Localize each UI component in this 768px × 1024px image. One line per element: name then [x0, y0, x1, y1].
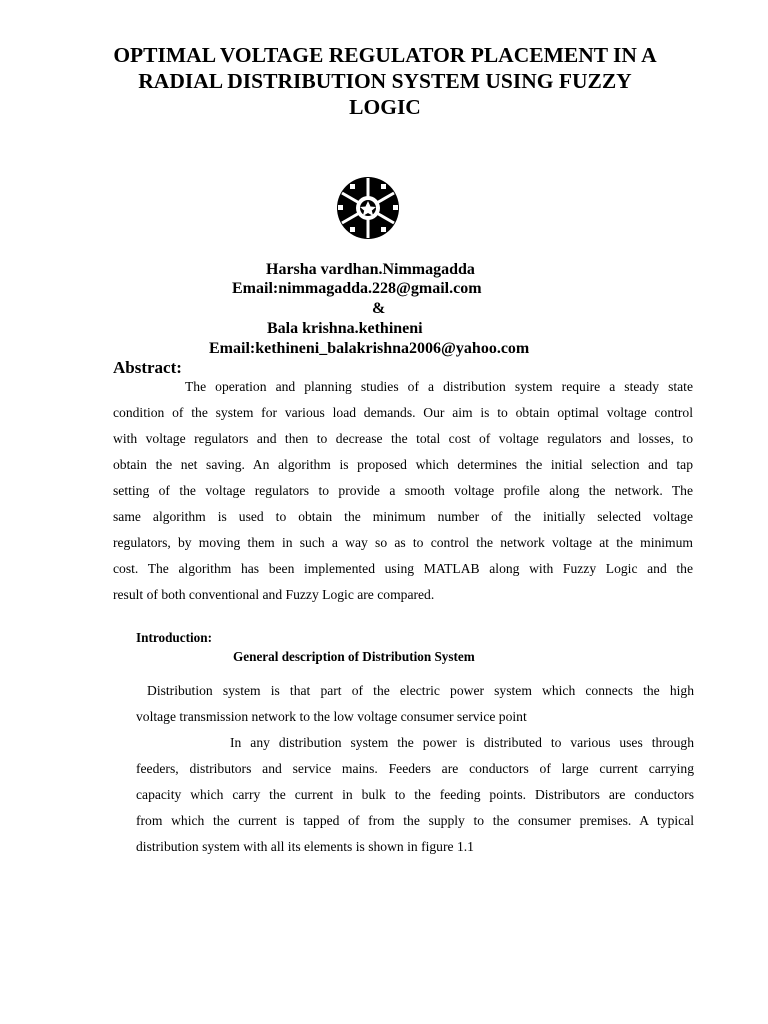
introduction-paragraph-1	[136, 678, 694, 730]
university-emblem-icon	[336, 176, 400, 240]
author-separator: &	[372, 300, 386, 317]
author2-name: Bala krishna.kethineni	[267, 320, 423, 337]
introduction-subheading: General description of Distribution System	[233, 649, 475, 664]
abstract-line: The operation and planning studies of a distribution system require a steady state	[185, 379, 693, 394]
author2-email: Email:kethineni_balakrishna2006@yahoo.com	[209, 340, 530, 357]
paragraph-line: feeders, distributors and service mains. Feeders are conductors of large current carrying	[136, 761, 694, 776]
paragraph-line: Distribution system is that part of the electric power system which connects the high	[147, 683, 694, 698]
abstract-line: setting of the voltage regulators to provide a smooth voltage profile along the network. The	[113, 483, 693, 498]
introduction-paragraph-2	[136, 730, 694, 860]
abstract-line: condition of the system for various load demands. Our aim is to obtain optimal voltage control	[113, 405, 693, 420]
author1-name: Harsha vardhan.Nimmagadda	[266, 261, 475, 278]
abstract-line: obtain the net saving. An algorithm is proposed which determines the initial selection and tap	[113, 457, 693, 472]
abstract-line: same algorithm is used to obtain the minimum number of the initially selected voltage	[113, 509, 693, 524]
abstract-line: cost. The algorithm has been implemented using MATLAB along with Fuzzy Logic and the	[113, 561, 693, 576]
title-line: OPTIMAL VOLTAGE REGULATOR PLACEMENT IN A	[113, 43, 657, 67]
title-line: LOGIC	[349, 95, 421, 119]
abstract-body	[113, 374, 693, 608]
introduction-heading: Introduction:	[136, 630, 212, 645]
abstract-line: regulators, by moving them in such a way so as to control the network voltage at the minimum	[113, 535, 693, 550]
paragraph-line: from which the current is tapped of from the supply to the consumer premises. A typical	[136, 813, 694, 828]
paragraph-line: voltage transmission network to the low voltage consumer service point	[136, 709, 527, 724]
abstract-heading: Abstract:	[113, 358, 182, 377]
author1-email: Email:nimmagadda.228@gmail.com	[232, 280, 482, 297]
paragraph-line: capacity which carry the current in bulk to the feeding points. Distributors are conductors	[136, 787, 694, 802]
abstract-line: with voltage regulators and then to decrease the total cost of voltage regulators and losses, to	[113, 431, 693, 446]
paragraph-line: In any distribution system the power is distributed to various uses through	[230, 735, 694, 750]
title-line: RADIAL DISTRIBUTION SYSTEM USING FUZZY	[138, 69, 632, 93]
paragraph-line: distribution system with all its elements is shown in figure 1.1	[136, 839, 474, 854]
abstract-line: result of both conventional and Fuzzy Logic are compared.	[113, 587, 435, 602]
paper-title	[100, 42, 670, 120]
